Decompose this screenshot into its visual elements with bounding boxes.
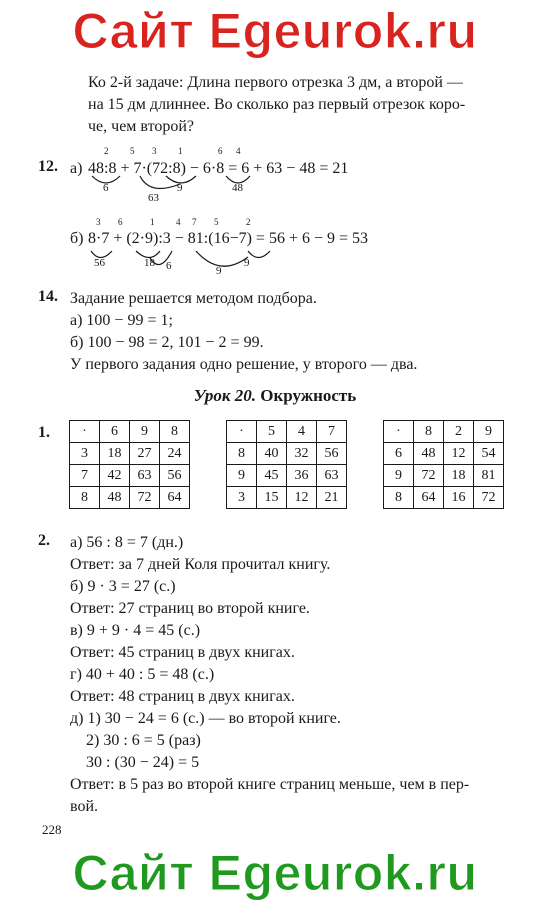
- table-cell: 7: [317, 421, 347, 443]
- table-cell: 45: [257, 465, 287, 487]
- task14-number: 14.: [38, 288, 58, 305]
- lesson-name: Окружность: [260, 386, 357, 405]
- table-cell: 16: [444, 487, 474, 509]
- task12-b-partial: 6: [166, 260, 172, 272]
- table-cell: 18: [444, 465, 474, 487]
- task12-b-order-mark: 2: [246, 217, 251, 227]
- task2-line: 2) 30 : 6 = 5 (раз): [86, 732, 201, 749]
- table-cell: 42: [100, 465, 130, 487]
- table-cell: 63: [317, 465, 347, 487]
- task14-line: а) 100 − 99 = 1;: [70, 312, 173, 329]
- table-cell: 21: [317, 487, 347, 509]
- task12-a-order-mark: 3: [152, 146, 157, 156]
- task2-number: 2.: [38, 532, 50, 549]
- table-cell: 36: [287, 465, 317, 487]
- table-cell: 3: [70, 443, 100, 465]
- table-cell: ·: [384, 421, 414, 443]
- task12-number: 12.: [38, 158, 58, 175]
- task12-b-order-mark: 3: [96, 217, 101, 227]
- table-cell: 27: [130, 443, 160, 465]
- lesson-title: [0, 386, 550, 406]
- task14-line: Задание решается методом подбора.: [70, 290, 317, 307]
- task12-a-expression: 48:8 + 7·(72:8) − 6·8 = 6 + 63 − 48 = 21: [88, 160, 349, 177]
- table-cell: 72: [474, 487, 504, 509]
- table-row: [384, 443, 504, 465]
- table-row: [70, 487, 190, 509]
- table-cell: 81: [474, 465, 504, 487]
- table-cell: 64: [160, 487, 190, 509]
- task12-a-partial: 6: [103, 182, 109, 194]
- task12-a-order-mark: 6: [218, 146, 223, 156]
- table-cell: 6: [384, 443, 414, 465]
- task12-a-order-mark: 1: [178, 146, 183, 156]
- table-row: [384, 465, 504, 487]
- table-cell: 15: [257, 487, 287, 509]
- task12-b-order-mark: 6: [118, 217, 123, 227]
- table-cell: 8: [384, 487, 414, 509]
- task2-line: Ответ: 27 страниц во второй книге.: [70, 600, 310, 617]
- task12-b-order-mark: 4: [176, 217, 181, 227]
- table-cell: 72: [414, 465, 444, 487]
- task2-line: 30 : (30 − 24) = 5: [86, 754, 200, 771]
- task14-line: У первого задания одно решение, у второго — два.: [70, 356, 418, 373]
- table-cell: 12: [287, 487, 317, 509]
- intro-line-3: че, чем второй?: [88, 118, 195, 135]
- table-cell: 8: [70, 487, 100, 509]
- task2-line: г) 40 + 40 : 5 = 48 (с.): [70, 666, 215, 683]
- task12-b-partial: 18: [144, 257, 155, 269]
- task12-a-partial: 48: [232, 182, 243, 194]
- table-cell: 64: [414, 487, 444, 509]
- task1-number: 1.: [38, 424, 50, 441]
- table-cell: 56: [317, 443, 347, 465]
- table-cell: 4: [287, 421, 317, 443]
- table-cell: 18: [100, 443, 130, 465]
- task2-line: б) 9 · 3 = 27 (с.): [70, 578, 176, 595]
- table-cell: 48: [100, 487, 130, 509]
- table-cell: 8: [160, 421, 190, 443]
- table-cell: 63: [130, 465, 160, 487]
- task12-a-order-mark: 4: [236, 146, 241, 156]
- watermark-top: Сайт Egeurok.ru: [72, 3, 478, 59]
- intro-line-1: Ко 2-й задаче: Длина первого отрезка 3 дм, а второй —: [88, 74, 463, 91]
- task12-b-order-mark: 5: [214, 217, 219, 227]
- task12-b-partial: 56: [94, 257, 105, 269]
- table-cell: 8: [414, 421, 444, 443]
- table-cell: 7: [70, 465, 100, 487]
- table-cell: 9: [227, 465, 257, 487]
- lesson-prefix: Урок 20.: [193, 386, 256, 405]
- table-row: [227, 487, 347, 509]
- watermark-bottom: Сайт Egeurok.ru: [72, 845, 478, 901]
- table-cell: 2: [444, 421, 474, 443]
- task12-a-partial: 9: [177, 182, 183, 194]
- task12-b-partial: 9: [244, 257, 250, 269]
- task2-line: Ответ: в 5 раз во второй книге страниц меньше, чем в пер-: [70, 776, 470, 793]
- task12-b-order-mark: 1: [150, 217, 155, 227]
- task12-a-partial: 63: [148, 192, 159, 204]
- table-row: [70, 443, 190, 465]
- page-number: 228: [42, 822, 62, 837]
- task2-line: Ответ: за 7 дней Коля прочитал книгу.: [70, 556, 331, 573]
- intro-line-2: на 15 дм длиннее. Во сколько раз первый отрезок коро-: [88, 96, 466, 113]
- task14-line: б) 100 − 98 = 2, 101 − 2 = 99.: [70, 334, 264, 351]
- table-cell: 32: [287, 443, 317, 465]
- task2-line: д) 1) 30 − 24 = 6 (с.) — во второй книге.: [70, 710, 341, 727]
- task2-line: Ответ: 45 страниц в двух книгах.: [70, 644, 295, 661]
- task12-b-expression: 8·7 + (2·9):3 − 81:(16−7) = 56 + 6 − 9 = 53: [88, 230, 369, 247]
- table-cell: 6: [100, 421, 130, 443]
- table-row: [70, 465, 190, 487]
- table-cell: 40: [257, 443, 287, 465]
- table-cell: 8: [227, 443, 257, 465]
- table-cell: 9: [130, 421, 160, 443]
- task12-a-order-mark: 5: [130, 146, 135, 156]
- table-cell: 9: [384, 465, 414, 487]
- table-cell: 9: [474, 421, 504, 443]
- table-row: [227, 465, 347, 487]
- task12-b-label: б): [70, 230, 84, 247]
- task12-b-partial: 9: [216, 265, 222, 277]
- table-row: [384, 487, 504, 509]
- task2-line: в) 9 + 9 · 4 = 45 (с.): [70, 622, 201, 639]
- table-cell: ·: [70, 421, 100, 443]
- task2-line: а) 56 : 8 = 7 (дн.): [70, 534, 184, 551]
- task2-line: вой.: [70, 798, 99, 815]
- table-cell: 3: [227, 487, 257, 509]
- table-cell: 72: [130, 487, 160, 509]
- table-cell: 56: [160, 465, 190, 487]
- table-cell: 24: [160, 443, 190, 465]
- table-row: [227, 421, 347, 443]
- table-cell: 5: [257, 421, 287, 443]
- task2-line: Ответ: 48 страниц в двух книгах.: [70, 688, 295, 705]
- table-cell: 12: [444, 443, 474, 465]
- table-row: [70, 421, 190, 443]
- table-cell: 54: [474, 443, 504, 465]
- table-row: [227, 443, 347, 465]
- task12-a-order-mark: 2: [104, 146, 109, 156]
- table-cell: ·: [227, 421, 257, 443]
- task12-a-label: а): [70, 160, 83, 177]
- table-row: [384, 421, 504, 443]
- multiplication-table-3: [383, 420, 504, 509]
- table-cell: 48: [414, 443, 444, 465]
- task12-b-order-mark: 7: [192, 217, 197, 227]
- multiplication-table-2: [226, 420, 347, 509]
- multiplication-table-1: [69, 420, 190, 509]
